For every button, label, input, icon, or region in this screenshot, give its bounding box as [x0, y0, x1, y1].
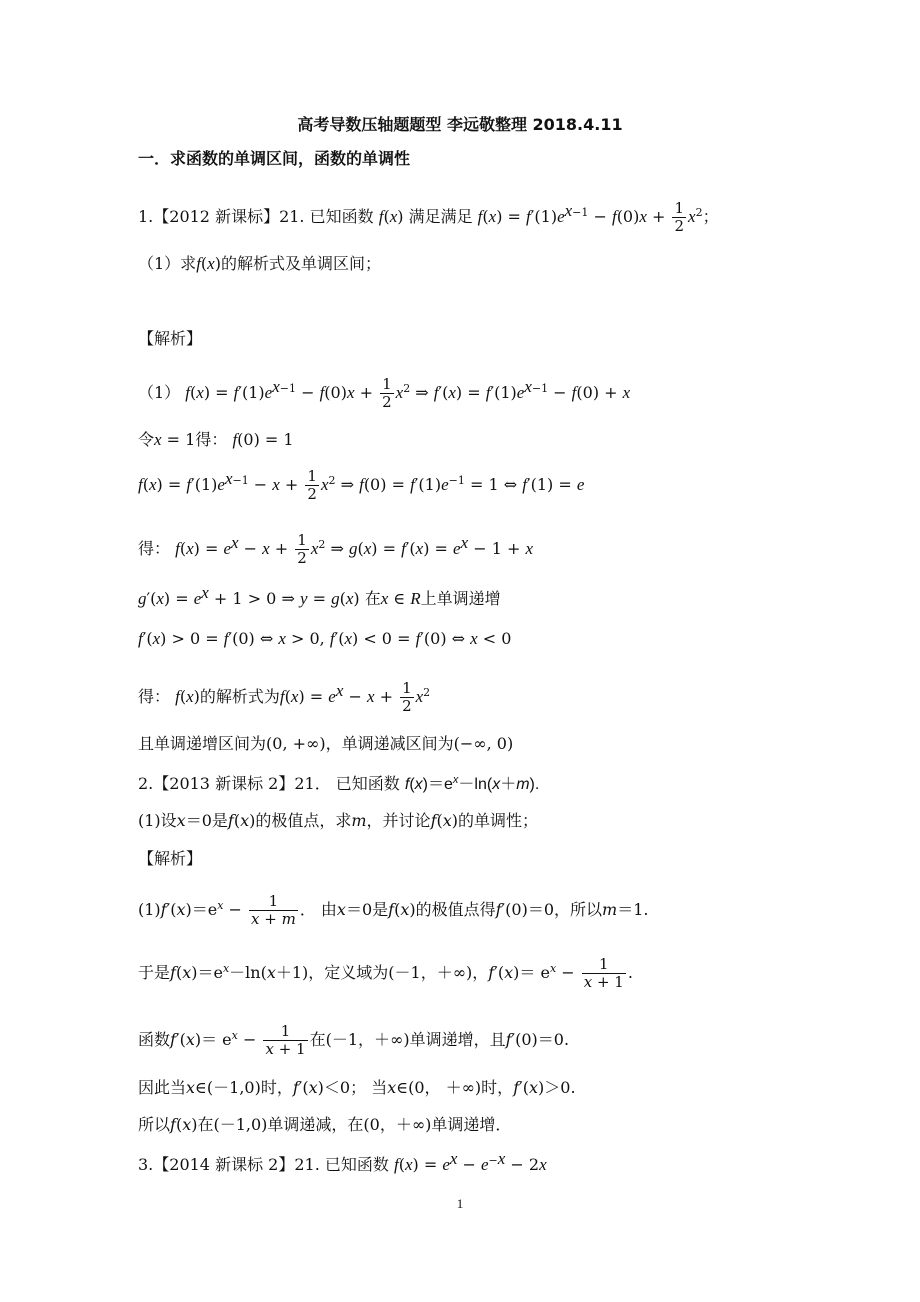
solution-step-6: f′(x) > 0 = f′(0) ⇔ x > 0, f′(x) < 0 = f′(0) ⇔ x < 0: [138, 629, 512, 648]
solution-2-step-5: 所以f(x)在(－1,0)单调递减，在(0，＋∞)单调递增．: [138, 1115, 512, 1134]
solution-step-5: $g'(x) = e^x + 1 > 0$ ⇒ y = g(x) 在x ∈ R上单调递增: [138, 582, 501, 608]
problem-2-question: (1)设x＝0是f(x)的极值点，求m，并讨论f(x)的单调性；: [138, 811, 539, 830]
solution-conclusion: 且单调递增区间为(0, +∞)，单调递减区间为(−∞, 0): [138, 734, 514, 753]
section-heading: 一．求函数的单调区间，函数的单调性: [138, 149, 411, 168]
solution-step-1: （1） $f(x) = f'(1)e^{x-1} - f(0)x$ + $\frac{1}{2}$ $x^2$ ⇒ $f'(x) = f'(1)e^{x-1} - f(0) + x$: [138, 375, 631, 411]
problem-1-question: （1）求f(x)的解析式及单调区间；: [138, 254, 381, 273]
page-number: 1: [456, 1196, 464, 1211]
problem-3-statement: 3.【2014 新课标 2】21. 已知函数 $f(x) = e^x - e^{-x} - 2x$: [138, 1148, 547, 1174]
solution-step-7: 得： f(x)的解析式为$f(x) = e^x - x$ + $\frac{1}{2}$ $x^2$: [138, 679, 431, 715]
solution-2-step-1: $(1)f'(x)=e^x$ − $\frac{1}{x + m}$ ． 由x＝0是f(x)的极值点得f′(0)＝0，所以m＝1.: [138, 892, 649, 928]
page-title: 高考导数压轴题题型 李远敬整理 2018.4.11: [297, 115, 623, 134]
problem-1-label: 1.【2012 新课标】21. 已知函数: [138, 207, 374, 226]
solution-2-step-4: 因此当x∈(－1,0)时，f′(x)＜0； 当x∈(0， ＋∞)时，f′(x)＞0.: [138, 1078, 576, 1097]
solution-step-4: 得： $f(x) = e^x - x$ + $\frac{1}{2}$ $x^2$ ⇒ $g(x) = f'(x) = e^x - 1 + x$: [138, 531, 534, 567]
solution-label: 【解析】: [138, 329, 203, 348]
problem-2-statement: 2.【2013 新课标 2】21． 已知函数 $f(x)=e^x-\ln(x+m)$.: [138, 773, 540, 793]
problem-1-statement: 1.【2012 新课标】21. 已知函数 f(x) 满足满足 $f(x) = f'(1)e^{x-1} - f(0)x$ + $\frac{1}{2}$ $x^2$；: [138, 199, 719, 235]
solution-step-2: 令x = 1得： f(0) = 1: [138, 430, 294, 449]
solution-2-label: 【解析】: [138, 849, 203, 868]
problem-3-label: 3.【2014 新课标 2】21. 已知函数: [138, 1155, 389, 1174]
problem-2-label: 2.【2013 新课标 2】21． 已知函数: [138, 774, 400, 793]
solution-2-step-3: 函数$f'(x)= e^x$ − $\frac{1}{x + 1}$ 在(－1，＋∞)单调递增，且f′(0)＝0.: [138, 1022, 570, 1058]
solution-step-3: $f(x) = f'(1)e^{x-1} - x$ + $\frac{1}{2}$ $x^2$ ⇒ $f(0) = f'(1)e^{-1} = 1$ ⇔ f′(1) = e: [138, 467, 585, 503]
solution-2-step-2: 于是$f(x)=e^x-\ln(x+1)$，定义域为(－1，＋∞)，$f'(x)= e^x$ − $\frac{1}{x + 1}$ .: [138, 955, 633, 991]
